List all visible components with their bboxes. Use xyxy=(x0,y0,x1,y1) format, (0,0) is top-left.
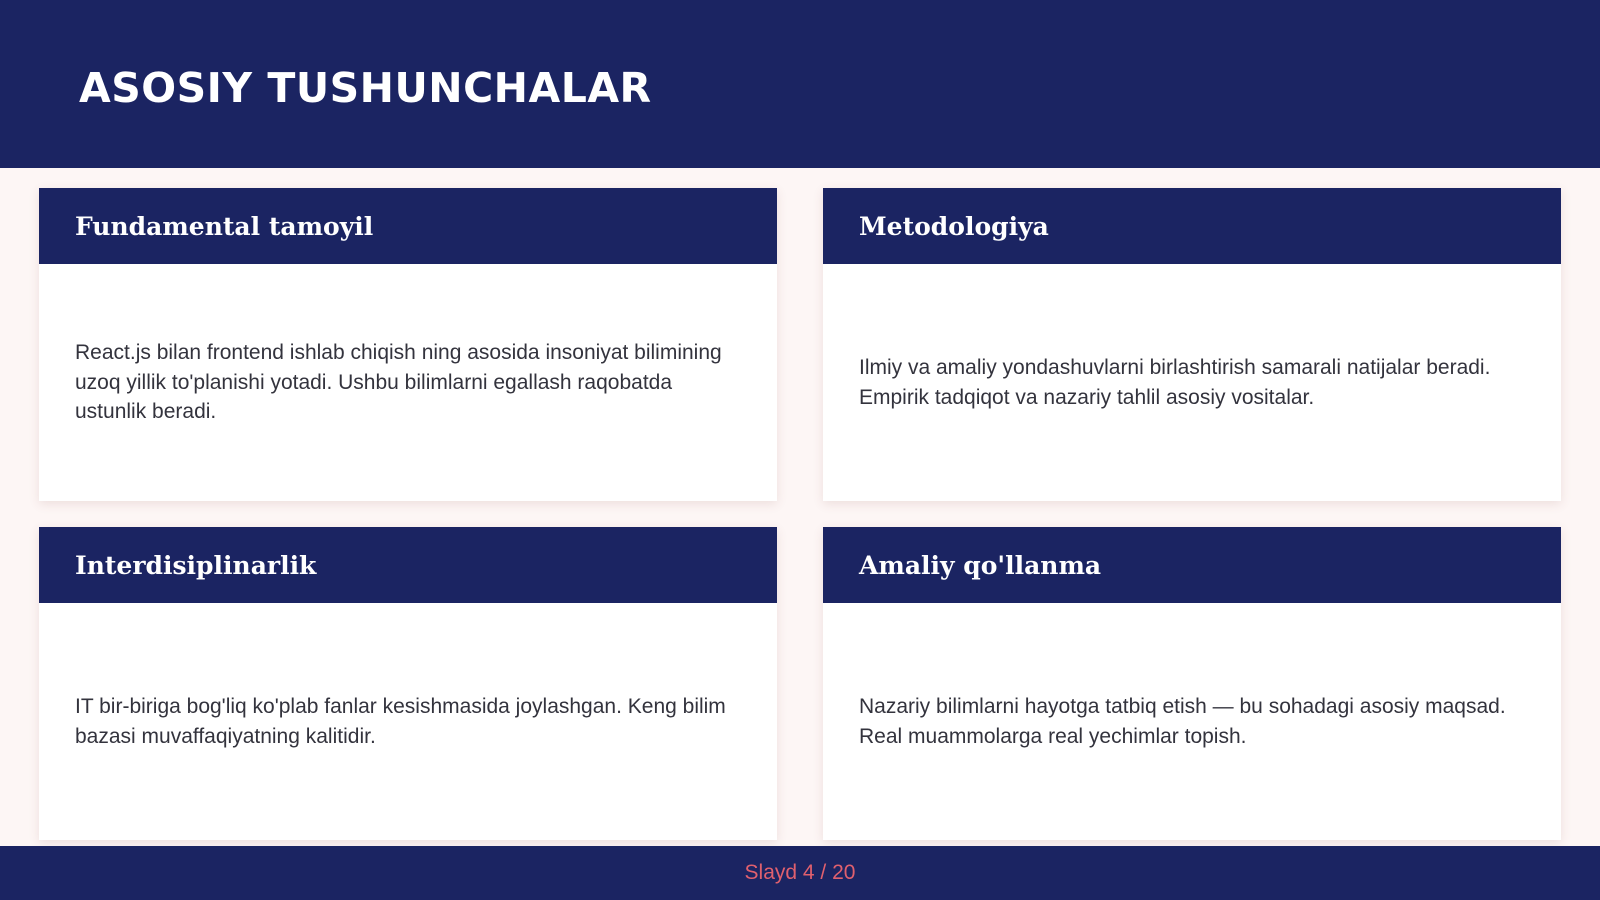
card-title: Amaliy qo'llanma xyxy=(859,550,1102,580)
card-header xyxy=(39,188,777,264)
page-title: ASOSIY TUSHUNCHALAR xyxy=(79,64,652,112)
slide-footer xyxy=(0,846,1600,900)
card-body xyxy=(823,603,1561,840)
card-title: Fundamental tamoyil xyxy=(75,211,374,241)
card-body xyxy=(39,603,777,840)
card-text: React.js bilan frontend ishlab chiqish ning asosida insoniyat bilimining uzoq yillik to'planishi yotadi. Ushbu bilimlarni egallash raqobatda ustunlik beradi. xyxy=(75,341,722,424)
card-title: Interdisiplinarlik xyxy=(75,550,317,580)
card-body xyxy=(39,264,777,501)
card-header xyxy=(823,188,1561,264)
slide-header xyxy=(0,0,1600,168)
card-header xyxy=(823,527,1561,603)
card-text: Ilmiy va amaliy yondashuvlarni birlashtirish samarali natijalar beradi. Empirik tadqiqot va nazariy tahlil asosiy vositalar. xyxy=(859,356,1491,409)
card-body xyxy=(823,264,1561,501)
card-title: Metodologiya xyxy=(859,211,1049,241)
card-fundamental-tamoyil xyxy=(39,188,777,501)
card-interdisiplinarlik xyxy=(39,527,777,840)
card-amaliy-qollanma xyxy=(823,527,1561,840)
card-text: IT bir-biriga bog'liq ko'plab fanlar kesishmasida joylashgan. Keng bilim bazasi muvaffaqiyatning kalitidir. xyxy=(75,695,726,748)
slide-counter: Slayd 4 / 20 xyxy=(744,861,856,884)
card-metodologiya xyxy=(823,188,1561,501)
card-header xyxy=(39,527,777,603)
card-text: Nazariy bilimlarni hayotga tatbiq etish — bu sohadagi asosiy maqsad. Real muammolarga real yechimlar topish. xyxy=(859,695,1506,748)
